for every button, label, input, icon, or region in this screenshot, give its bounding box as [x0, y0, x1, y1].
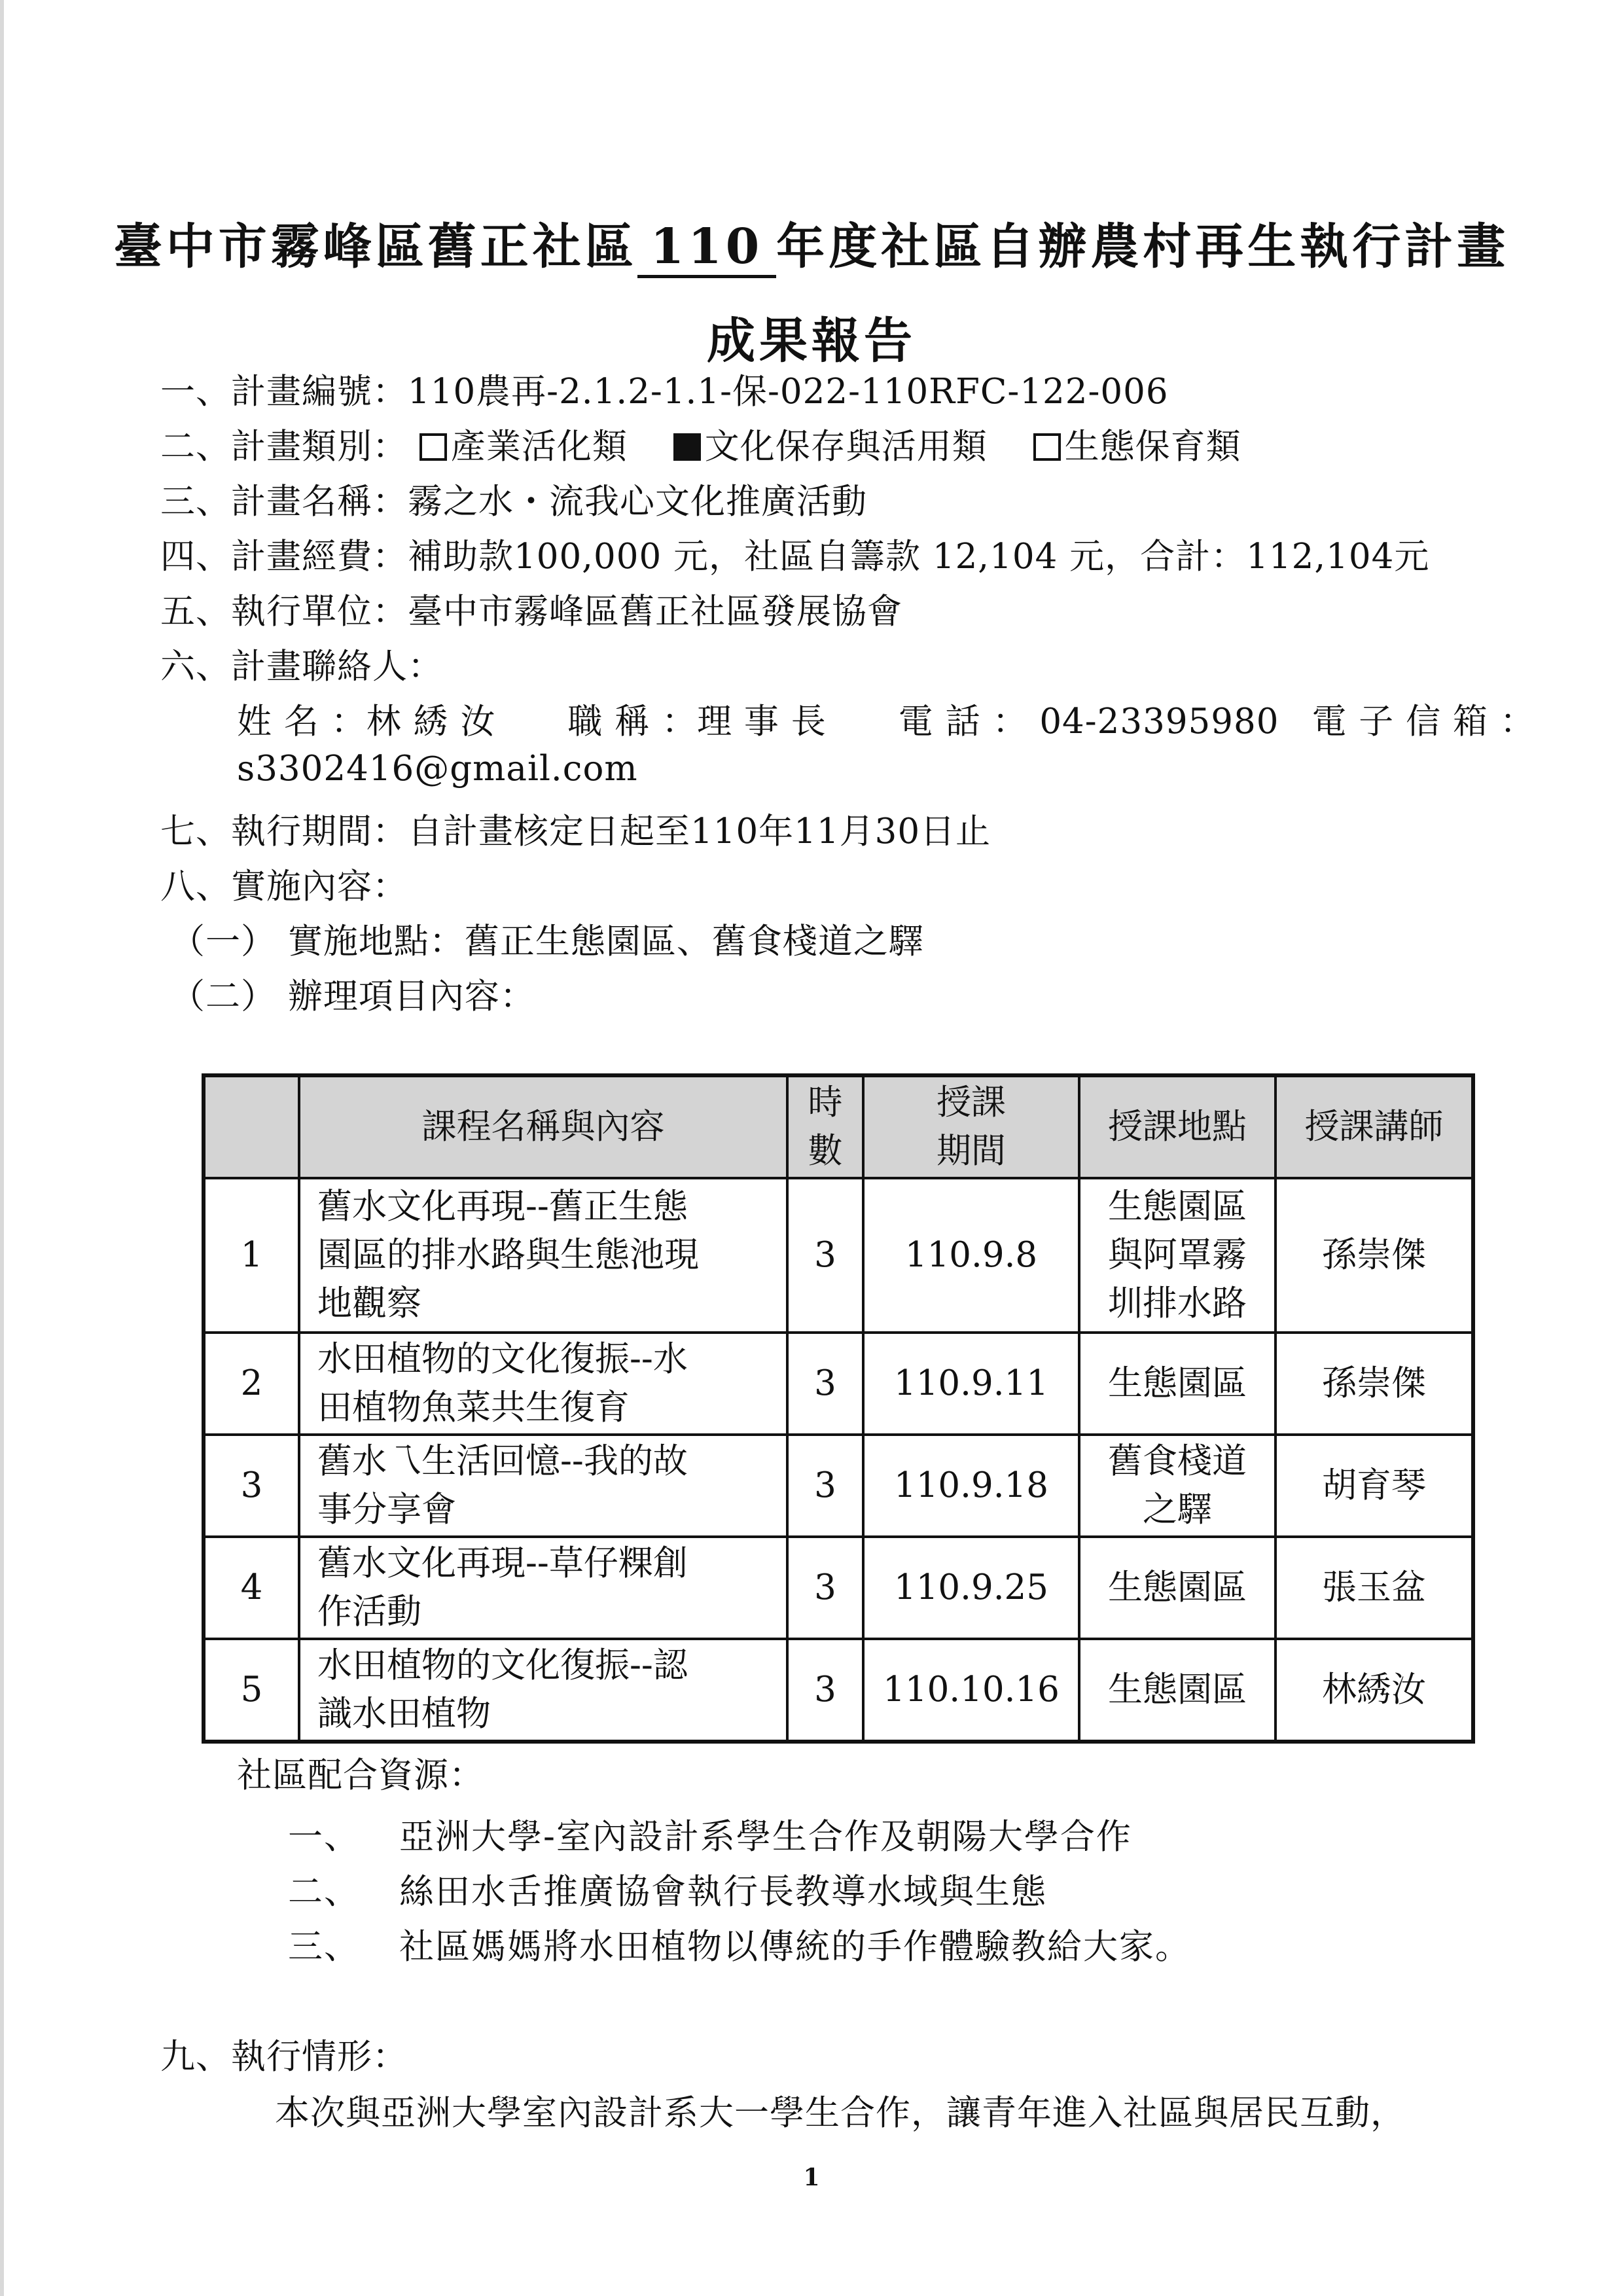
course-teacher: 張玉盆 [1275, 1537, 1473, 1639]
course-place: 生態園區 [1079, 1537, 1275, 1639]
report-title [0, 208, 1623, 278]
contact-phone: 電 話 ： 04-23395980 [898, 702, 1279, 742]
header-date-line1: 授課 [936, 1083, 1006, 1122]
course-name [299, 1178, 787, 1333]
row-number: 3 [204, 1435, 299, 1537]
table-header-row [204, 1075, 1473, 1178]
row-number: 5 [204, 1639, 299, 1742]
checkbox-filled-icon [673, 433, 701, 461]
course-teacher: 孫崇傑 [1275, 1178, 1473, 1333]
period-label: 七、執行期間： [160, 812, 408, 852]
table-row [204, 1333, 1473, 1435]
category-option [1033, 427, 1241, 467]
course-place-line: 之驛 [1143, 1490, 1212, 1530]
resource-number: 二、 [288, 1872, 360, 1912]
resource-number: 一、 [288, 1817, 360, 1857]
course-name-line: 舊水乁生活回憶--我的故 [317, 1441, 688, 1481]
contact-name: 姓 名 ：林 綉 汝 [237, 702, 496, 742]
header-hours [787, 1075, 863, 1178]
execution-unit: 臺中市霧峰區舊正社區發展協會 [408, 592, 902, 632]
course-name [299, 1435, 787, 1537]
course-hours: 3 [787, 1178, 863, 1333]
plan-funding-line [160, 529, 1429, 579]
table-row [204, 1639, 1473, 1742]
header-date [863, 1075, 1079, 1178]
course-name-line: 水田植物的文化復振--水 [317, 1339, 688, 1379]
execution-unit-line [160, 584, 902, 634]
course-place-line: 生態園區 [1108, 1187, 1247, 1227]
course-teacher: 林綉汝 [1275, 1639, 1473, 1742]
course-name-line: 作活動 [317, 1592, 421, 1632]
resource-text: 亞洲大學-室內設計系學生合作及朝陽大學合作 [399, 1817, 1132, 1857]
period: 自計畫核定日起至110年11月30日止 [408, 812, 991, 852]
header-hours-line2: 數 [808, 1131, 843, 1171]
course-hours: 3 [787, 1333, 863, 1435]
row-number: 2 [204, 1333, 299, 1435]
plan-number-line [160, 364, 1169, 414]
course-name [299, 1639, 787, 1742]
course-place-line: 與阿罩霧 [1108, 1235, 1247, 1275]
plan-number-label: 一、計畫編號： [160, 372, 408, 412]
course-date: 110.9.25 [863, 1537, 1079, 1639]
execution-unit-label: 五、執行單位： [160, 592, 408, 632]
course-place: 生態園區 [1079, 1333, 1275, 1435]
title-prefix: 臺中市霧峰區舊正社區 [113, 219, 637, 275]
header-place: 授課地點 [1079, 1075, 1275, 1178]
contact-details-line [237, 694, 1535, 744]
title-suffix: 年度社區自辦農村再生執行計畫 [776, 219, 1510, 275]
course-teacher: 孫崇傑 [1275, 1333, 1473, 1435]
execution-text: 本次與亞洲大學室內設計系大一學生合作，讓青年進入社區與居民互動， [275, 2093, 1406, 2133]
plan-category-line [160, 419, 1275, 469]
header-number [204, 1075, 299, 1178]
course-name [299, 1333, 787, 1435]
course-date: 110.9.18 [863, 1435, 1079, 1537]
course-name-line: 田植物魚菜共生復育 [317, 1388, 630, 1427]
course-name-line: 識水田植物 [317, 1694, 491, 1734]
content-label: 八、實施內容： [160, 867, 408, 906]
period-line [160, 804, 991, 853]
course-name-line: 地觀察 [317, 1283, 421, 1323]
contact-label: 六、計畫聯絡人： [160, 647, 443, 687]
header-hours-line1: 時 [808, 1083, 843, 1122]
location: 舊正生態園區、舊食棧道之驛 [464, 922, 924, 961]
resource-text: 社區媽媽將水田植物以傳統的手作體驗教給大家。 [399, 1927, 1191, 1967]
category-label: 文化保存與活用類 [704, 427, 988, 467]
course-hours: 3 [787, 1639, 863, 1742]
contact-email-label: 電 子 信 箱 ： [1311, 702, 1535, 742]
category-label: 產業活化類 [450, 427, 628, 467]
sub-item-activities: （二） 辦理項目內容： [170, 977, 535, 1016]
checkbox-empty-icon [419, 433, 447, 461]
course-date: 110.10.16 [863, 1639, 1079, 1742]
table-row [204, 1435, 1473, 1537]
course-name-line: 水田植物的文化復振--認 [317, 1645, 688, 1685]
plan-name-line [160, 474, 867, 524]
table-row [204, 1537, 1473, 1639]
course-hours: 3 [787, 1435, 863, 1537]
resource-number: 三、 [288, 1927, 360, 1967]
row-number: 4 [204, 1537, 299, 1639]
sub-item-location [170, 914, 924, 963]
plan-funding: 補助款100,000 元，社區自籌款 12,104 元，合計：112,104元 [408, 537, 1430, 577]
report-subtitle: 成果報告 [707, 313, 916, 369]
resource-item [288, 1809, 1132, 1859]
page-number: 1 [803, 2164, 820, 2191]
plan-name-label: 三、計畫名稱： [160, 482, 408, 522]
course-name-line: 事分享會 [317, 1490, 456, 1530]
course-name-line: 舊水文化再現--草仔粿創 [317, 1543, 688, 1583]
course-place [1079, 1178, 1275, 1333]
course-place-line: 圳排水路 [1108, 1283, 1247, 1323]
execution-label: 九、執行情形： [160, 2037, 408, 2077]
table-row [204, 1178, 1473, 1333]
course-name-line: 園區的排水路與生態池現 [317, 1235, 699, 1275]
contact-title: 職 稱 ：理 事 長 [567, 702, 827, 742]
category-label: 生態保育類 [1064, 427, 1241, 467]
course-table [202, 1073, 1475, 1744]
plan-number: 110農再-2.1.2-1.1-保-022-110RFC-122-006 [408, 372, 1169, 412]
course-place-line: 舊食棧道 [1108, 1441, 1247, 1481]
course-hours: 3 [787, 1537, 863, 1639]
resource-item [288, 1919, 1191, 1969]
header-course-name: 課程名稱與內容 [299, 1075, 787, 1178]
category-option [419, 427, 628, 467]
plan-name: 霧之水・流我心文化推廣活動 [408, 482, 867, 522]
course-teacher: 胡育琴 [1275, 1435, 1473, 1537]
course-date: 110.9.8 [863, 1178, 1079, 1333]
course-date: 110.9.11 [863, 1333, 1079, 1435]
plan-funding-label: 四、計畫經費： [160, 537, 408, 577]
title-year: 110 [637, 219, 776, 278]
contact-email: s3302416@gmail.com [237, 749, 638, 789]
row-number: 1 [204, 1178, 299, 1333]
course-name [299, 1537, 787, 1639]
header-date-line2: 期間 [936, 1131, 1006, 1171]
category-option [673, 427, 988, 467]
resource-text: 絲田水舌推廣協會執行長教導水域與生態 [399, 1872, 1047, 1912]
course-name-line: 舊水文化再現--舊正生態 [317, 1187, 688, 1227]
course-place [1079, 1435, 1275, 1537]
course-place: 生態園區 [1079, 1639, 1275, 1742]
location-label: （一） 實施地點： [170, 922, 465, 961]
resource-item [288, 1864, 1047, 1914]
resources-label: 社區配合資源： [237, 1755, 484, 1795]
plan-category-label: 二、計畫類別： [160, 427, 408, 467]
header-teacher: 授課講師 [1275, 1075, 1473, 1178]
checkbox-empty-icon [1033, 433, 1061, 461]
